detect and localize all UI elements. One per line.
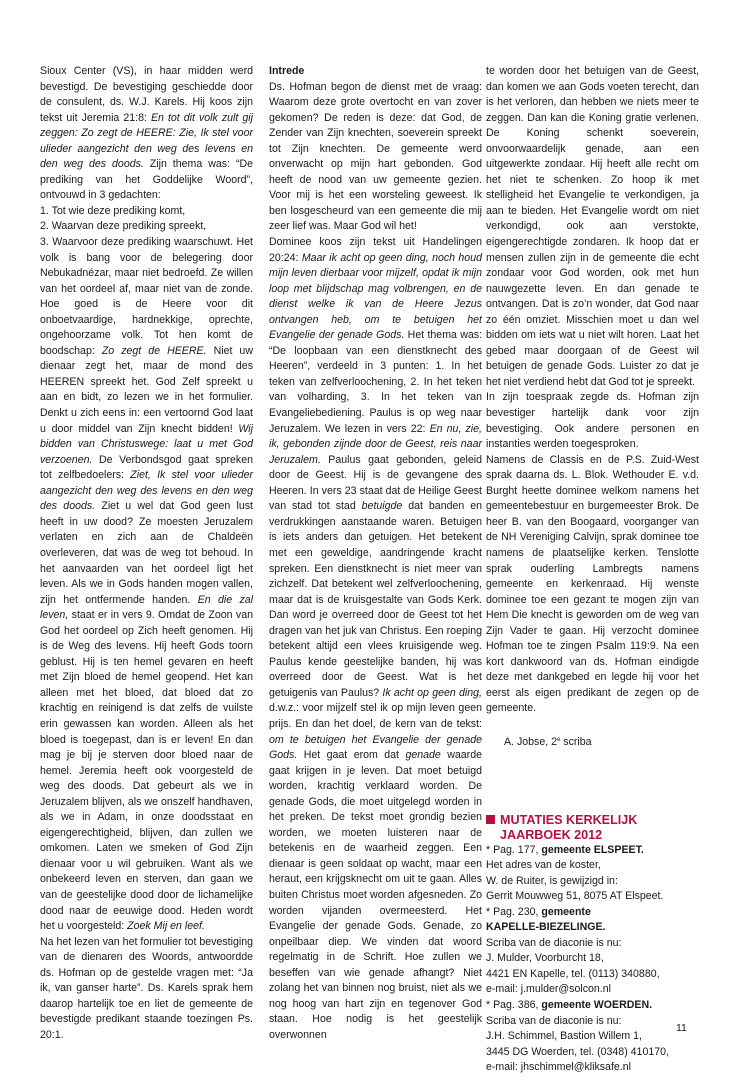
paragraph (40, 64, 253, 204)
text-run: Scriba van de diaconie is nu: (486, 936, 622, 949)
italic-quote: genade (405, 749, 441, 762)
text-run: J.H. Schimmel, Bastion Willem 1, (486, 1030, 642, 1043)
paragraph (486, 1014, 699, 1030)
text-run: e-mail: j.mulder@solcon.nl (486, 983, 611, 996)
text-run: Het thema was: “De loopbaan van een dienstknecht des Heeren”, verdeeld in 3 punten: 1. In het teken van zelfverloochening, 2. In het teken van volharding, 3. In het teken van Evangeliebediening. Paulus is op weg naar Jeruzalem. We lezen in vers 22: (269, 329, 482, 435)
signature-name: A. Jobse, 2 (504, 735, 557, 748)
section-heading-intrede: Intrede (269, 65, 305, 77)
text-run: Niet uw dienaar zegt het, maar de mond des HEEREN spreekt het. God Zelf spreekt u aan en bidt, zo lezen we in het formulier. Denkt u zich eens in: een vertoornd God laat u door middel van Zijn knecht bidden! (40, 344, 253, 435)
text-run: 3445 DG Woerden, tel. (0348) 410170, (486, 1045, 669, 1058)
mutaties-title-line2: JAARBOEK 2012 (500, 827, 603, 842)
text-run: 4421 EN Kapelle, tel. (0113) 340880, (486, 967, 660, 980)
paragraph (486, 453, 699, 717)
italic-quote: Maar ik acht op geen ding, noch houd mijn leven dierbaar voor mijzelf, opdat ik mijn loop met blijdschap mag volbrengen, en de dienst welke ik van de Heere Jezus ontvangen heb, om te betuigen het Evangelie der genade Gods. (269, 251, 482, 342)
column-3 (486, 64, 699, 1076)
signature (504, 733, 699, 751)
text-run: Het adres van de koster, (486, 859, 601, 872)
bold-text: KAPELLE-BIEZELINGE. (486, 921, 606, 934)
paragraph (486, 390, 699, 452)
italic-quote: En nu, zie, ik, gebonden zijnde door de Geest, reis naar Jeruzalem. (269, 422, 482, 466)
italic-quote: Zo zegt de HEERE. (101, 344, 207, 357)
mutaties-heading (486, 813, 699, 843)
text-run: te worden door het betuigen van de Geest, dan komen we aan Gods voeten terecht, dan is het verloren, dan hebben we niets meer te zeggen. Dan kan die Koning gratie verlenen. De Koning schenkt soeverein, onvoorwaardelijk genade, aan een uitgewerkte zondaar. Hij heeft alle recht om het niet te schenken. Zo hoop ik met stelligheid het Evangelie te verkondigen, ja aan te bieden. Het Evangelie wordt om niet verkondigd, ook aan verstokte, eigengerechtigde zondaren. Ik hoop dat er mensen zullen zijn in de gemeente die echt zondaar voor God worden, ook met hun nauwgezette leven. En dan genade te ontvangen. Dat is zo’n wonder, dat God naar zo één omziet. Misschien moet u dan wel bidden om iets wat u niet wilt horen. Laat het gebed maar doorgaan of de Geest wil betuigen de genade Gods. Luister zo dat je het niet verdiend hebt dat God tot je spreekt. (486, 65, 699, 388)
paragraph (486, 1029, 699, 1045)
paragraph (40, 219, 253, 235)
text-run: * Pag. 386, (486, 998, 542, 1011)
column-3-body (486, 64, 699, 717)
paragraph (269, 80, 482, 235)
bold-text: gemeente (541, 905, 591, 918)
text-run: De Verbondsgod gaat spreken tot zelfbedoelers: (40, 453, 253, 482)
paragraph (486, 874, 699, 890)
text-run: Ziet u wel dat God geen lust heeft in uw dood? Ze moesten Jeruzalem verlaten en zich aan de Chaldeën overleveren, dat was de weg tot behoud. In het aanvaarden van het oordeel ligt het leven. Als we in Gods handen mogen vallen, zijn het ontfermende handen. (40, 500, 253, 606)
text-run: J. Mulder, Voorburcht 18, (486, 952, 604, 965)
paragraph (486, 951, 699, 967)
paragraph (486, 982, 699, 998)
italic-quote: Zoek Mij en leef. (127, 920, 205, 933)
signature-role: scriba (560, 735, 592, 748)
paragraph (486, 998, 699, 1014)
paragraph (486, 936, 699, 952)
paragraph (40, 204, 253, 220)
text-run: Na het lezen van het formulier tot bevestiging van de dienaren des Woords, antwoordde ds. Hofman op de gestelde vragen met: “Ja ik, van ganser harte”. Ds. Karels sprak hem daarop hartelijk toe en liet de gemeente de bevestigde predikant staande toezingen Ps. 20:1. (40, 935, 253, 1041)
paragraph (486, 64, 699, 390)
text-run: 3. Waarvoor deze prediking waarschuwt. Het volk is bang voor de belegering door Nebukadnézar, maar niet bedroefd. Ze willen van het oordeel af, maar niet van de zonde. Hoe goed is de Heere voor dit onboetvaardige, hardnekkige, oprechte, ongehoorzame volk. Tot hen komt de boodschap: (40, 236, 253, 357)
text-run: 2. Waarvan deze prediking spreekt, (40, 220, 207, 233)
mutaties-list (486, 843, 699, 1076)
text-run: Ds. Hofman begon de dienst met de vraag: Waarom deze grote overtocht en van zover gekomen? De reden is deze: dat God, de Zender van Zijn knechten, soeverein spreekt tot Zijn knechten. De gemeente werd onverwacht op mijn hart gebonden. God heeft de nood van uw gemeente gezien. Voor mij is het een worsteling geweest. Ik ben losgescheurd van een gemeente die mij zeer lief was. Maar God wil het! (269, 80, 482, 233)
text-run: Scriba van de diaconie is nu: (486, 1014, 622, 1027)
text-run: * Pag. 230, (486, 905, 542, 918)
column-2 (269, 64, 482, 1043)
paragraph (486, 967, 699, 983)
text-run: Het gaat erom dat (297, 749, 406, 762)
signature-sup: e (557, 736, 561, 743)
text-run: Gerrit Mouwweg 51, 8075 AT Elspeet. (486, 890, 664, 903)
bold-text: gemeente WOERDEN. (541, 998, 653, 1011)
text-run: In zijn toespraak zegde ds. Hofman zijn bevestiger hartelijk dank voor zijn bevestiging. Ook andere personen en instanties werden toegesproken. (486, 391, 699, 451)
paragraph (486, 1045, 699, 1061)
mutaties-title-line1: MUTATIES KERKELIJK (500, 812, 638, 827)
text-run: e-mail: jhschimmel@kliksafe.nl (486, 1061, 631, 1074)
paragraph (486, 858, 699, 874)
page-number: 11 (676, 1022, 687, 1034)
italic-quote: om te betuigen het Evangelie der genade Gods. (269, 733, 482, 762)
paragraph (486, 889, 699, 905)
text-run: d.w.z.: voor mijzelf stel ik op mijn leven geen prijs. En dan het doel, de kern van de tekst: (269, 702, 482, 730)
text-run: staat er in vers 9. Omdat de Zoon van God het oordeel op Zich heeft genomen. Hij is de Weg des levens. Hij heeft Gods toorn geblust. Hij is ten hemel gevaren en heeft met Zijn bloed de hemel geopend. Het kan alleen met het bloed, dat bloed dat zo krachtig en reinigend is dat zelfs de vuilste erin gewassen kan worden. Alleen als het bloed is toegepast, dan is er leven! En dan mag je bij je sterven door bloed naar de hemel. Jeremia heeft ook voorgesteld de weg des doods. Dat gebeurt als we in Jeruzalem blijven, als we onszelf handhaven, als we in Adam, in onze doodsstaat en eigengerechtigheid, blijven, dan zullen we omkomen. Laten we smeken of God Zijn dienaar voor u wil gebruiken. Want als we onbekeerd leven en sterven, dan gaan we van de geestelijke dood door de lichamelijke dood naar de eeuwige dood. Heden wordt het u voorgesteld: (40, 609, 253, 933)
text-run: * Pag. 177, (486, 843, 542, 856)
text-run: Zijn thema was: “De prediking van het Goddelijke Woord”, ontvouwd in 3 gedachten: (40, 158, 254, 202)
italic-quote: Ziet, Ik stel voor ulieder aangezicht den weg des levens en den weg des doods. (40, 469, 254, 513)
text-run: Dominee koos zijn tekst uit Handelingen 20:24: (269, 236, 482, 264)
italic-quote: betuigde (361, 500, 403, 513)
paragraph (486, 843, 699, 859)
text-run: Namens de Classis en de P.S. Zuid-West sprak daarna ds. L. Blok. Wethouder E. v.d. Burght heette dominee welkom namens het gemeentebestuur en burgemeester Brok. De heer B. van den Boogaard, voorganger van de NH Vereniging Calvijn, sprak dominee toe namens de plaatselijke kerken. Tenslotte sprak ouderling Lambregts namens gemeente en kerkenraad. Hij wenste dominee toe een gezant te mogen zijn van Hem Die knecht is geworden om de weg van Zijn Vader te gaan. Hij verzocht dominee Hofman toe te zingen Psalm 119:9. Na een kort dankwoord van ds. Hofman eindigde deze met dankgebed en legde hij voor het eerst als eigen predikant de zegen op de gemeente. (486, 453, 699, 715)
text-run: Paulus gaat gebonden, geleid door de Geest. Hij is de gevangene des Heeren. In vers 23 staat dat de Heilige Geest van stad tot stad (269, 453, 482, 513)
paragraph (486, 905, 699, 921)
text-run: dat banden en verdrukkingen aanstaande waren. Betuigen is iets anders dan getuigen. Het betekent met een geweldige, aandringende kracht spreken. Een dienstknecht is niet meer van zichzelf. Dat betekent wel zelfverloochening, maar dat is de kruisgestalte van Gods Kerk. Dan word je overreed door de Geest tot het dragen van het juk van Christus. Een roeping betekent altijd een vlees kruisigende weg. Paulus kende geestelijke banden, hij was overreed door de Geest. Wat is het getuigenis van Paulus? (269, 500, 482, 699)
paragraph (40, 235, 253, 935)
italic-quote: Ik acht op geen ding, (382, 686, 482, 699)
italic-quote: Wij bidden van Christuswege: laat u met God verzoenen. (40, 422, 253, 466)
italic-quote: En die zal leven, (40, 593, 253, 622)
text-run: 1. Tot wie deze prediking komt, (40, 204, 186, 217)
square-bullet-icon (486, 815, 495, 824)
paragraph (269, 235, 482, 1043)
italic-quote: En tot dit volk zult gij zeggen: Zo zegt de HEERE: Zie, Ik stel voor ulieder aangezicht den weg des levens en den weg des doods. (40, 111, 253, 171)
text-run: Sioux Center (VS), in haar midden werd bevestigd. De bevestiging geschiedde door de consulent, ds. W.J. Karels. Hij koos zijn tekst uit Jeremia 21:8: (40, 65, 253, 124)
text-run: W. de Ruiter, is gewijzigd in: (486, 874, 618, 887)
paragraph (486, 920, 699, 936)
bold-text: gemeente ELSPEET. (541, 843, 644, 856)
column-1 (40, 64, 253, 1043)
text-run: waarde gaat krijgen in je leven. Dat moet betuigd worden, krachtig verklaard worden. De genade Gods, die moet uitgelegd worden in het preken. De tekst moet grondig bezien worden, we moeten luisteren naar de betekenis en de waarheid zeggen. Een dienaar is geen soldaat op wacht, maar een heraut, een krijgsknecht om uit te gaan. Alles buiten Christus moet worden afgesneden. Zo worden vijanden overmeesterd. Het Evangelie der genade Gods. Genade, zo onpeilbaar diep. We vinden dat woord regelmatig in de Schrift. Hoe zullen we beseffen van wie genade afhangt? Niet zolang het van binnen nog bruist, niet als we nog hoog van hart zijn en tegenover God staan. Hoe nodig is het geestelijk overwonnen (269, 749, 482, 1041)
paragraph (40, 935, 253, 1044)
